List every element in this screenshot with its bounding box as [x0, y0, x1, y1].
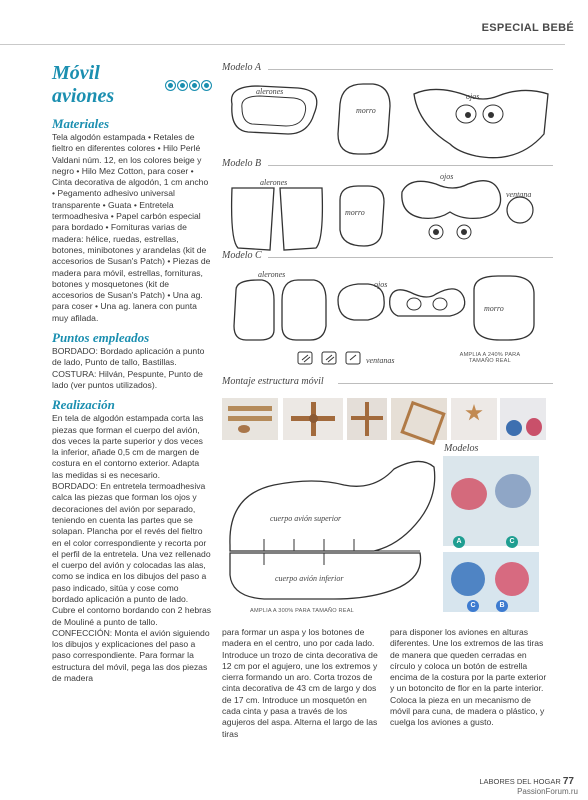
- badge-c-2: C: [467, 600, 479, 612]
- photo-step-5: [451, 398, 497, 440]
- modelo-b-label: Modelo B: [222, 158, 262, 169]
- rule: [338, 383, 553, 384]
- alerones-b: alerones: [260, 178, 288, 187]
- cuerpo-superior-label: cuerpo avión superior: [270, 514, 342, 523]
- section-tag: ESPECIAL BEBÉ: [481, 22, 574, 34]
- realizacion-heading: Realización: [52, 397, 115, 413]
- body-column-2: para formar un aspa y los botones de madera en el centro, uno por cada lado. Introduce un trozo de cinta decorativa de 12 cm por el agujero, une los extremos y cierra formando un aro. Corta trozos de cinta decorativa de 43 cm de largo y dos de 17 cm. Introduce un mosquetón en cada cinta y pasa a través de los agujeros del aspa. Alterna el largo de las tiras: [222, 627, 378, 739]
- title-text: Móvil aviones: [52, 62, 115, 107]
- body-column-3: para disponer los aviones en alturas diferentes. Une los extremos de las tiras de manera que queden cerradas en círculo y coloca un botón de estrella encima de la costura por la parte exterior y un botoncito de flor en la parte interior. Coloca la pieza en un mecanismo de móvil para cuna, de madera o plástico, y cuelga los aviones a gusto.: [390, 627, 547, 728]
- ampliar-300-caption: AMPLIA A 300% PARA TAMAÑO REAL: [250, 608, 354, 614]
- page-number: 77: [562, 776, 574, 787]
- ojos-c: ojos: [374, 280, 388, 289]
- header-rule: [0, 44, 565, 45]
- photo-step-4: [391, 398, 447, 440]
- materiales-text: Tela algodón estampada • Retales de fieltro en diferentes colores • Hilo Perlé Valdani núm. 12, en los colores beige y negro • Hilo Mez Cotton, para coser • Cinta decorativa de algodón, 1 cm ancho • Pegamento adhesivo universal transparente • Guata • Entretela termoadhesiva • Papel carbón especial para bordado • Fornituras varias de madera: hélice, ruedas, estrellas, botones, minibotones y arandelas (kit de accesorios de Susan's Patch) • Piezas de madera para móvil, estrellas, fornituras, botones y mosquetones (kit de accesorios de Susan's Patch) • Una ag. para coser • Una ag. lanera con punta muy afilada.: [52, 132, 211, 323]
- badge-c: C: [506, 536, 518, 548]
- article-title: [52, 62, 212, 108]
- photo-step-1: [222, 398, 278, 440]
- page-header: [0, 0, 588, 40]
- rule: [268, 69, 553, 70]
- models-photo-top: [443, 456, 539, 546]
- rule: [268, 165, 553, 166]
- morro-a: morro: [356, 106, 376, 115]
- page-footer: [479, 776, 574, 787]
- ampliar-240-caption: AMPLIA A 240% PARA TAMAÑO REAL: [459, 352, 521, 364]
- alerones-a: alerones: [256, 87, 284, 96]
- ojos-a: ojos: [466, 92, 480, 101]
- puntos-heading: Puntos empleados: [52, 330, 150, 346]
- morro-b: morro: [345, 208, 365, 217]
- badge-a: A: [453, 536, 465, 548]
- models-photo-bottom: [443, 552, 539, 612]
- modelo-c-label: Modelo C: [222, 250, 262, 261]
- materiales-heading: Materiales: [52, 116, 110, 131]
- rule: [268, 257, 553, 258]
- puntos-text: BORDADO: Bordado aplicación a punto de lado, Punto de tallo, Bastillas. COSTURA: Hilván, Pespunte, Punto de lado (ver puntos utilizados).: [52, 346, 205, 390]
- photo-step-3: [347, 398, 387, 440]
- montaje-label: Montaje estructura móvil: [222, 376, 324, 387]
- left-column: [52, 62, 212, 684]
- morro-c: morro: [484, 304, 504, 313]
- pattern-diagrams: [218, 62, 553, 402]
- ventanas-c: ventanas: [366, 356, 395, 365]
- difficulty-flowers-icon: [165, 80, 212, 91]
- realizacion-p1: En tela de algodón estampada corta las piezas que forman el cuerpo del avión, dos veces la parte superior y dos veces la inferior, añade 0,5 cm de margen de costura en el contorno exterior. Adapta las medidas si es necesario.: [52, 413, 204, 480]
- modelos-label: Modelos: [444, 443, 479, 454]
- magazine-name: LABORES DEL HOGAR: [479, 777, 561, 786]
- ojos-b: ojos: [440, 172, 454, 181]
- alerones-c: alerones: [258, 270, 286, 279]
- realizacion-p2: BORDADO: En entretela termoadhesiva calca las piezas que forman los ojos y decoraciones del avión por separado, teniendo en cuenta las partes que se solapan. Plancha por el revés del fieltro en el color correspondiente y recorta por el perfil de la entretela. Una vez rellenado el cuerpo del avión y colocadas las alas, como se indica en los dibujos del paso a paso indicado, sitúa y cose como bordado aplicación a punto de lado. Cubre el contorno bordando con 2 hebras de Mouliné a punto de tallo.: [52, 481, 212, 627]
- cuerpo-inferior-label: cuerpo avión inferior: [275, 574, 344, 583]
- modelo-a-label: Modelo A: [222, 62, 261, 73]
- badge-b: B: [496, 600, 508, 612]
- photo-step-6: [500, 398, 546, 440]
- ventana-b: ventana: [506, 190, 532, 199]
- photo-step-2: [283, 398, 343, 440]
- realizacion-p3: CONFECCIÓN: Monta el avión siguiendo los dibujos y explicaciones del paso a paso correspondiente. Para formar la estructura del móvil, pega las dos piezas de madera: [52, 627, 210, 684]
- watermark: PassionForum.ru: [517, 787, 578, 796]
